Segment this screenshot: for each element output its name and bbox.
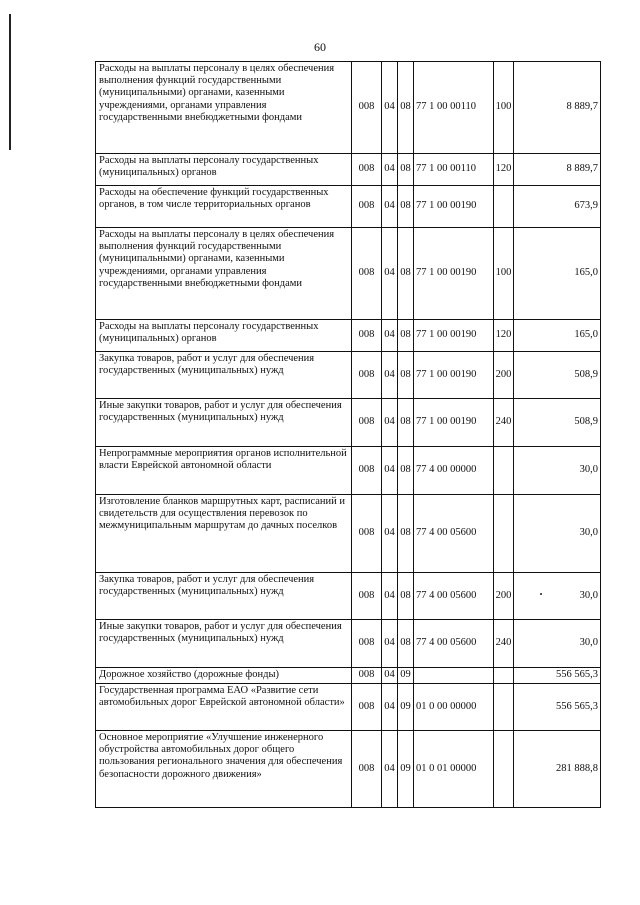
section-code: 04 bbox=[382, 447, 398, 495]
ministry-code: 008 bbox=[352, 62, 382, 154]
amount-value: 556 565,3 bbox=[514, 684, 601, 731]
row-name: Закупка товаров, работ и услуг для обеспечения государственных (муниципальных) нужд bbox=[96, 352, 352, 399]
row-name: Иные закупки товаров, работ и услуг для обеспечения государственных (муниципальных) нужд bbox=[96, 620, 352, 668]
table-row bbox=[96, 62, 601, 154]
target-article-code: 77 1 00 00190 bbox=[414, 399, 494, 447]
expense-type-code: 200 bbox=[494, 352, 514, 399]
target-article-code: 77 1 00 00190 bbox=[414, 352, 494, 399]
expense-type-code bbox=[494, 495, 514, 573]
target-article-code bbox=[414, 668, 494, 684]
row-name: Основное мероприятие «Улучшение инженерного обустройства автомобильных дорог общего пользования регионального значения для обеспечения безопасности дорожного движения» bbox=[96, 731, 352, 808]
section-code: 04 bbox=[382, 684, 398, 731]
ministry-code: 008 bbox=[352, 495, 382, 573]
target-article-code: 77 1 00 00110 bbox=[414, 62, 494, 154]
ministry-code: 008 bbox=[352, 320, 382, 352]
section-code: 04 bbox=[382, 228, 398, 320]
row-name: Дорожное хозяйство (дорожные фонды) bbox=[96, 668, 352, 684]
section-code: 04 bbox=[382, 399, 398, 447]
row-name: Закупка товаров, работ и услуг для обеспечения государственных (муниципальных) нужд bbox=[96, 573, 352, 620]
amount-value: 673,9 bbox=[514, 186, 601, 228]
row-name: Изготовление бланков маршрутных карт, расписаний и свидетельств для осуществления перевозок по межмуниципальным маршрутам до дачных поселков bbox=[96, 495, 352, 573]
row-name: Расходы на выплаты персоналу государственных (муниципальных) органов bbox=[96, 320, 352, 352]
table-row bbox=[96, 495, 601, 573]
subsection-code: 09 bbox=[398, 668, 414, 684]
ministry-code: 008 bbox=[352, 668, 382, 684]
ministry-code: 008 bbox=[352, 731, 382, 808]
amount-value: 30,0 bbox=[514, 447, 601, 495]
expense-type-code bbox=[494, 668, 514, 684]
table-body bbox=[96, 62, 601, 808]
amount-value: 556 565,3 bbox=[514, 668, 601, 684]
subsection-code: 08 bbox=[398, 399, 414, 447]
expense-type-code: 200 bbox=[494, 573, 514, 620]
subsection-code: 09 bbox=[398, 731, 414, 808]
section-code: 04 bbox=[382, 320, 398, 352]
subsection-code: 08 bbox=[398, 228, 414, 320]
table-row bbox=[96, 399, 601, 447]
subsection-code: 08 bbox=[398, 320, 414, 352]
table-row bbox=[96, 228, 601, 320]
table-row bbox=[96, 731, 601, 808]
subsection-code: 08 bbox=[398, 352, 414, 399]
table-row bbox=[96, 668, 601, 684]
subsection-code: 08 bbox=[398, 495, 414, 573]
amount-value: 165,0 bbox=[514, 320, 601, 352]
table-row bbox=[96, 352, 601, 399]
row-name: Иные закупки товаров, работ и услуг для обеспечения государственных (муниципальных) нужд bbox=[96, 399, 352, 447]
amount-value: 508,9 bbox=[514, 399, 601, 447]
target-article-code: 77 4 00 00000 bbox=[414, 447, 494, 495]
target-article-code: 77 1 00 00110 bbox=[414, 154, 494, 186]
table-row bbox=[96, 620, 601, 668]
ministry-code: 008 bbox=[352, 228, 382, 320]
expense-type-code: 120 bbox=[494, 154, 514, 186]
target-article-code: 77 4 00 05600 bbox=[414, 573, 494, 620]
table-row bbox=[96, 186, 601, 228]
section-code: 04 bbox=[382, 620, 398, 668]
expense-type-code: 120 bbox=[494, 320, 514, 352]
scan-speck bbox=[540, 593, 542, 595]
subsection-code: 08 bbox=[398, 186, 414, 228]
row-name: Расходы на выплаты персоналу государственных (муниципальных) органов bbox=[96, 154, 352, 186]
target-article-code: 01 0 00 00000 bbox=[414, 684, 494, 731]
table-row bbox=[96, 447, 601, 495]
expense-type-code bbox=[494, 186, 514, 228]
amount-value: 30,0 bbox=[514, 620, 601, 668]
section-code: 04 bbox=[382, 495, 398, 573]
ministry-code: 008 bbox=[352, 684, 382, 731]
row-name: Государственная программа ЕАО «Развитие сети автомобильных дорог Еврейской автономной области» bbox=[96, 684, 352, 731]
section-code: 04 bbox=[382, 573, 398, 620]
page-number: 60 bbox=[314, 40, 326, 54]
table-row bbox=[96, 320, 601, 352]
ministry-code: 008 bbox=[352, 447, 382, 495]
row-name: Расходы на обеспечение функций государственных органов, в том числе территориальных органов bbox=[96, 186, 352, 228]
ministry-code: 008 bbox=[352, 154, 382, 186]
section-code: 04 bbox=[382, 731, 398, 808]
expense-type-code bbox=[494, 447, 514, 495]
ministry-code: 008 bbox=[352, 352, 382, 399]
subsection-code: 08 bbox=[398, 447, 414, 495]
section-code: 04 bbox=[382, 62, 398, 154]
target-article-code: 77 1 00 00190 bbox=[414, 186, 494, 228]
section-code: 04 bbox=[382, 668, 398, 684]
section-code: 04 bbox=[382, 154, 398, 186]
amount-value: 508,9 bbox=[514, 352, 601, 399]
table-row bbox=[96, 573, 601, 620]
subsection-code: 08 bbox=[398, 573, 414, 620]
amount-value: 8 889,7 bbox=[514, 62, 601, 154]
row-name: Расходы на выплаты персоналу в целях обеспечения выполнения функций государственными (муниципальными) органами, казенными учреждениями, органами управления государственными внебюджетными фондами bbox=[96, 62, 352, 154]
ministry-code: 008 bbox=[352, 620, 382, 668]
ministry-code: 008 bbox=[352, 186, 382, 228]
subsection-code: 08 bbox=[398, 154, 414, 186]
amount-value: 30,0 bbox=[514, 573, 601, 620]
expense-type-code: 100 bbox=[494, 62, 514, 154]
target-article-code: 77 4 00 05600 bbox=[414, 495, 494, 573]
expense-type-code: 240 bbox=[494, 620, 514, 668]
target-article-code: 77 1 00 00190 bbox=[414, 320, 494, 352]
subsection-code: 08 bbox=[398, 62, 414, 154]
target-article-code: 77 1 00 00190 bbox=[414, 228, 494, 320]
amount-value: 8 889,7 bbox=[514, 154, 601, 186]
target-article-code: 01 0 01 00000 bbox=[414, 731, 494, 808]
amount-value: 30,0 bbox=[514, 495, 601, 573]
table-row bbox=[96, 154, 601, 186]
margin-line bbox=[9, 14, 11, 150]
subsection-code: 08 bbox=[398, 620, 414, 668]
expense-type-code bbox=[494, 731, 514, 808]
amount-value: 281 888,8 bbox=[514, 731, 601, 808]
expense-type-code: 100 bbox=[494, 228, 514, 320]
expense-type-code bbox=[494, 684, 514, 731]
ministry-code: 008 bbox=[352, 399, 382, 447]
subsection-code: 09 bbox=[398, 684, 414, 731]
target-article-code: 77 4 00 05600 bbox=[414, 620, 494, 668]
row-name: Расходы на выплаты персоналу в целях обеспечения выполнения функций государственными (муниципальными) органами, казенными учреждениями, органами управления государственными внебюджетными фондами bbox=[96, 228, 352, 320]
section-code: 04 bbox=[382, 186, 398, 228]
expense-type-code: 240 bbox=[494, 399, 514, 447]
amount-value: 165,0 bbox=[514, 228, 601, 320]
table-row bbox=[96, 684, 601, 731]
ministry-code: 008 bbox=[352, 573, 382, 620]
budget-table bbox=[95, 61, 601, 808]
row-name: Непрограммные мероприятия органов исполнительной власти Еврейской автономной области bbox=[96, 447, 352, 495]
section-code: 04 bbox=[382, 352, 398, 399]
